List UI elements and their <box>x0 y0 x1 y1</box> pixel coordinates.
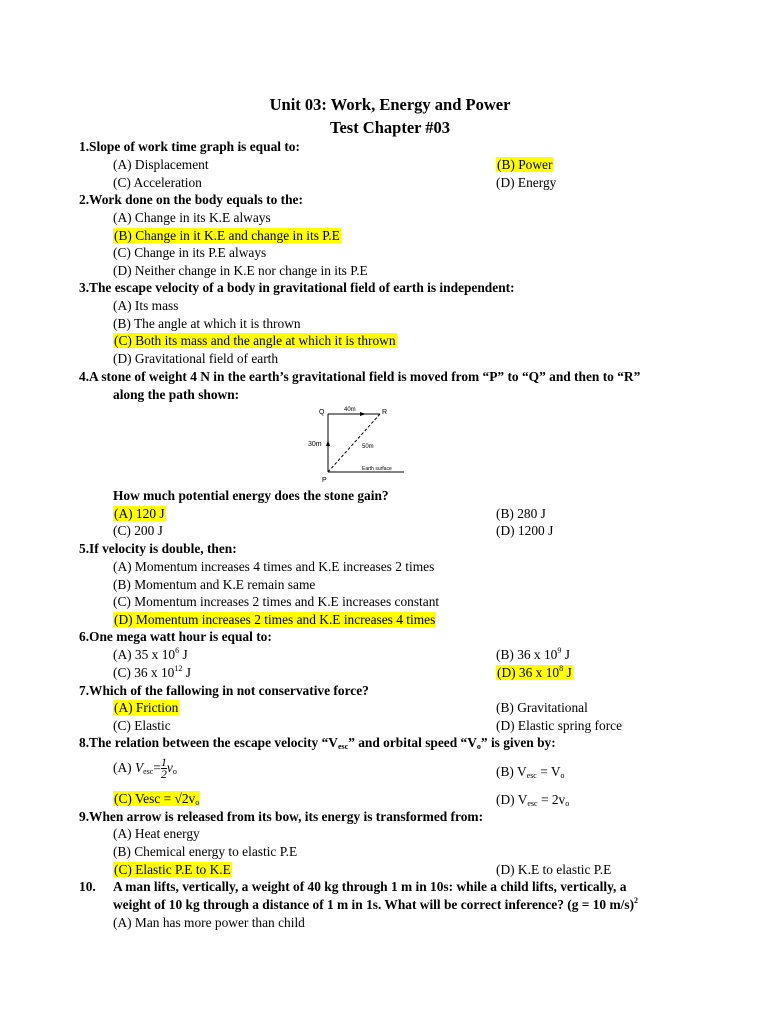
q3-option-a: (A) Its mass <box>113 298 179 313</box>
q1-option-a: (A) Displacement <box>113 157 209 172</box>
question-1: 1.Slope of work time graph is equal to: <box>79 139 300 154</box>
q4-option-b: (B) 280 J <box>496 506 546 521</box>
question-7: 7.Which of the fallowing in not conservative force? <box>79 683 369 698</box>
question-4-cont: along the path shown: <box>113 387 240 402</box>
q8-option-d: (D) $V_{esc} = 2v_o$ <box>496 792 570 808</box>
q2-option-b: (B) Change in it K.E and change in its P.E <box>114 228 340 243</box>
question-9: 9.When arrow is released from its bow, its energy is transformed from: <box>79 809 484 824</box>
q6-option-c: (C) 36 x $10^{12}$ J <box>113 664 191 680</box>
q5-option-a: (A) Momentum increases 4 times and K.E increases 2 times <box>113 559 435 574</box>
q4-option-a: (A) 120 J <box>114 506 165 521</box>
question-2: 2.Work done on the body equals to the: <box>79 192 303 207</box>
q10-option-a: (A) Man has more power than child <box>113 915 305 930</box>
question-4: 4.A stone of weight 4 N in the earth’s gravitational field is moved from “P” to “Q” and then to “R” <box>79 369 641 384</box>
diagram-label-30m: 30m <box>308 441 322 448</box>
q9-option-c: (C) Elastic P.E to K.E <box>114 862 231 877</box>
q5-option-d: (D) Momentum increases 2 times and K.E increases 4 times <box>114 612 436 627</box>
q9-option-b: (B) Chemical energy to elastic P.E <box>113 844 298 859</box>
q1-option-d: (D) Energy <box>496 175 557 190</box>
question-10-number: 10. <box>79 879 96 894</box>
q6-option-d: (D) 36 x $10^8$ J <box>497 664 572 680</box>
one-half-fraction: $\frac{1}{2}$ <box>160 755 167 782</box>
q7-option-a: (A) Friction <box>114 700 179 715</box>
q1-option-c: (C) Acceleration <box>113 175 202 190</box>
question-10-cont: weight of 10 kg through a distance of 1 m in 1s. What will be correct inference? (g = 10 m/s)$^2$ <box>113 896 639 912</box>
diagram-label-r: R <box>382 409 388 416</box>
diagram-label-50m: 50m <box>362 444 374 450</box>
q5-option-b: (B) Momentum and K.E remain same <box>113 577 316 592</box>
diagram-label-40m: 40m <box>344 407 356 413</box>
document-title: Unit 03: Work, Energy and Power <box>269 95 511 114</box>
q4-option-d: (D) 1200 J <box>496 523 554 538</box>
diagram-label-q: Q <box>319 409 325 416</box>
q7-option-d: (D) Elastic spring force <box>496 718 623 733</box>
q6-option-a: (A) 35 x $10^6$ J <box>113 646 188 662</box>
q7-option-c: (C) Elastic <box>113 718 171 733</box>
diagram-label-p: P <box>322 477 327 484</box>
q9-option-a: (A) Heat energy <box>113 826 200 841</box>
question-4-sub: How much potential energy does the stone gain? <box>113 488 389 503</box>
path-diagram <box>300 402 410 484</box>
q8-option-b: (B) $V_{esc} = V_o$ <box>496 764 565 780</box>
q2-option-c: (C) Change in its P.E always <box>113 245 267 260</box>
question-10: A man lifts, vertically, a weight of 40 kg through 1 m in 10s: while a child lifts, vertically, a <box>113 879 627 894</box>
q5-option-c: (C) Momentum increases 2 times and K.E increases constant <box>113 594 440 609</box>
question-5: 5.If velocity is double, then: <box>79 541 237 556</box>
q7-option-b: (B) Gravitational <box>496 700 588 715</box>
question-8: 8.The relation between the escape velocity “$V_{esc}$” and orbital speed “$V_o$” is given by: <box>79 735 556 751</box>
q4-option-c: (C) 200 J <box>113 523 163 538</box>
q3-option-c: (C) Both its mass and the angle at which it is thrown <box>114 333 396 348</box>
q8-option-c: (C) Vesc = $√2v_o$ <box>114 791 200 807</box>
q2-option-a: (A) Change in its K.E always <box>113 210 271 225</box>
question-6: 6.One mega watt hour is equal to: <box>79 629 272 644</box>
q3-option-d: (D) Gravitational field of earth <box>113 351 279 366</box>
diagram-label-earth-surface: Earth surface <box>362 466 392 472</box>
q1-option-b: (B) Power <box>497 157 553 172</box>
document-subtitle: Test Chapter #03 <box>329 118 451 137</box>
question-3: 3.The escape velocity of a body in gravitational field of earth is independent: <box>79 280 515 295</box>
q3-option-b: (B) The angle at which it is thrown <box>113 316 301 331</box>
q8-option-a: (A) $V_{esc}=\frac{1}{2}$ $v_o$ <box>113 755 177 782</box>
q2-option-d: (D) Neither change in K.E nor change in its P.E <box>113 263 368 278</box>
q6-option-b: (B) 36 x $10^9$ J <box>496 646 570 662</box>
q9-option-d: (D) K.E to elastic P.E <box>496 862 612 877</box>
